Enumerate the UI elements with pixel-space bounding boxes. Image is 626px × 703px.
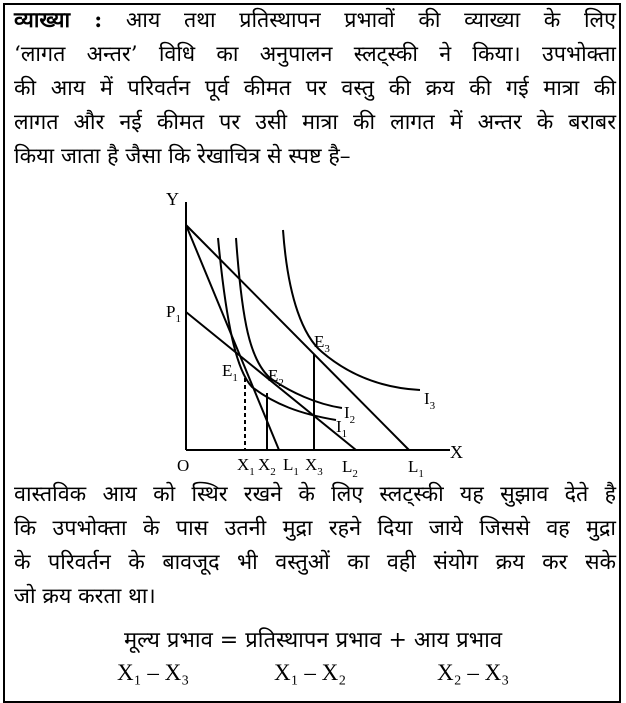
explanation-paragraph [14,4,616,174]
heading-label: व्याख्या : [14,8,103,33]
e3-label: $E_3$ [314,332,330,355]
paragraph-line: के परिवर्तन के बावजूद भी वस्तुओं का वही संयोग क्रय कर सके [14,550,616,575]
indifference-curve-i1 [218,238,336,420]
i3-label: $I_3$ [424,389,436,412]
origin-label: O [177,456,190,475]
paragraph-line: वास्तविक आय को स्थिर रखने के लिए स्लट्स्की यह सुझाव देते है [14,482,616,507]
x1-label: $X_1$ [237,455,255,478]
x-axis-label: X [450,442,463,462]
y-axis-label: Y [166,189,179,209]
real-income-paragraph [14,478,616,614]
slutsky-diagram [0,182,626,482]
l2-label: $L_2$ [342,457,358,480]
x2-label: $X_2$ [258,455,276,478]
e1-label: $E_1$ [222,361,238,384]
paragraph-line: किया जाता है जैसा कि रेखाचित्र से स्पष्ट है– [14,144,351,169]
substitution-effect-value: X₁ – X₂ [274,660,347,685]
p1-label: $P_1$ [166,302,181,325]
paragraph-line: जो क्रय करता था। [14,584,156,609]
l1-label-inner: $L_1$ [283,455,299,478]
paragraph-line: व्याख्या : आय तथा प्रतिस्थापन प्रभावों की व्याख्या के लिए [14,8,616,33]
x3-label: $X_3$ [305,455,323,478]
e2-label: $E_2$ [268,366,284,389]
paragraph-line: की आय में परिवर्तन पूर्व कीमत पर वस्तु की क्रय की गई मात्रा की [14,76,616,101]
income-effect-value: X₂ – X₃ [437,660,510,685]
indifference-curve-i3 [283,230,420,390]
paragraph-line: कि उपभोक्ता के पास उतनी मुद्रा रहने दिया जाये जिससे वह मुद्रा [14,516,616,541]
l1-label-outer: $L_1$ [408,457,424,480]
i1-label: $I_1$ [336,417,348,440]
paragraph-line: लागत और नई कीमत पर उसी मात्रा की लागत में अन्तर के बराबर [14,110,616,135]
i2-label: $I_2$ [344,403,356,426]
paragraph-line: ‘लागत अन्तर’ विधि का अनुपालन स्लट्स्की ने किया। उपभोक्ता [14,42,616,67]
price-effect-value: X₁ – X₃ [117,660,190,685]
effect-equation: मूल्य प्रभाव = प्रतिस्थापन प्रभाव + आय प्रभाव [123,628,503,653]
